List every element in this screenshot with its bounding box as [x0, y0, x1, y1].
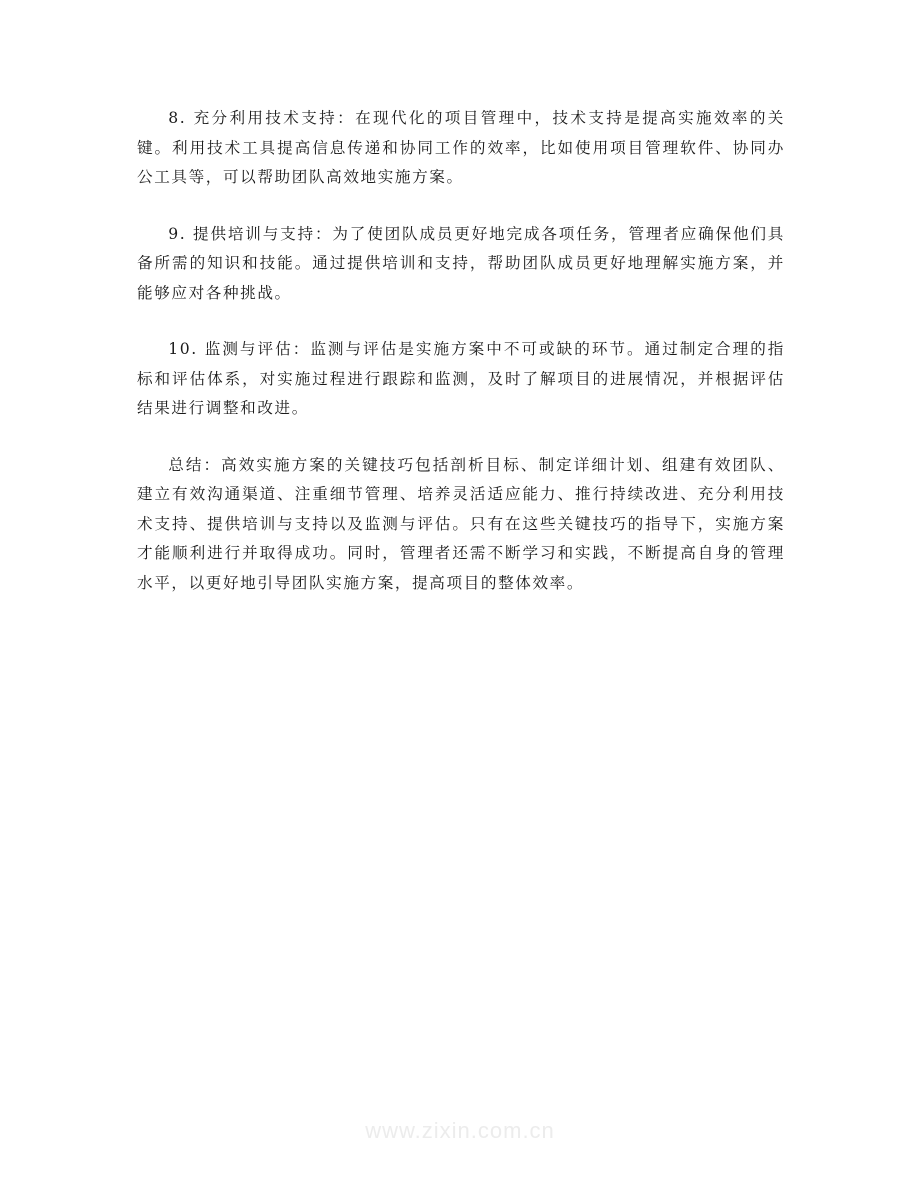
- paragraph-summary: 总结：高效实施方案的关键技巧包括剖析目标、制定详细计划、组建有效团队、建立有效沟通渠道、注重细节管理、培养灵活适应能力、推行持续改进、充分利用技术支持、提供培训与支持以及监测与评估。只有在这些关键技巧的指导下，实施方案才能顺利进行并取得成功。同时，管理者还需不断学习和实践，不断提高自身的管理水平，以更好地引导团队实施方案，提高项目的整体效率。: [137, 455, 785, 592]
- paragraph-monitoring-evaluation: 10. 监测与评估：监测与评估是实施方案中不可或缺的环节。通过制定合理的指标和评估体系，对实施过程进行跟踪和监测，及时了解项目的进展情况，并根据评估结果进行调整和改进。: [137, 340, 785, 417]
- paragraph-technical-support: 8. 充分利用技术支持：在现代化的项目管理中，技术支持是提高实施效率的关键。利用技术工具提高信息传递和协同工作的效率，比如使用项目管理软件、协同办公工具等，可以帮助团队高效地实施方案。: [137, 109, 785, 186]
- paragraph-training-support: 9. 提供培训与支持：为了使团队成员更好地完成各项任务，管理者应确保他们具备所需的知识和技能。通过提供培训和支持，帮助团队成员更好地理解实施方案，并能够应对各种挑战。: [137, 224, 785, 302]
- watermark: www.zixin.com.cn: [365, 1118, 555, 1143]
- document-body: [137, 104, 785, 625]
